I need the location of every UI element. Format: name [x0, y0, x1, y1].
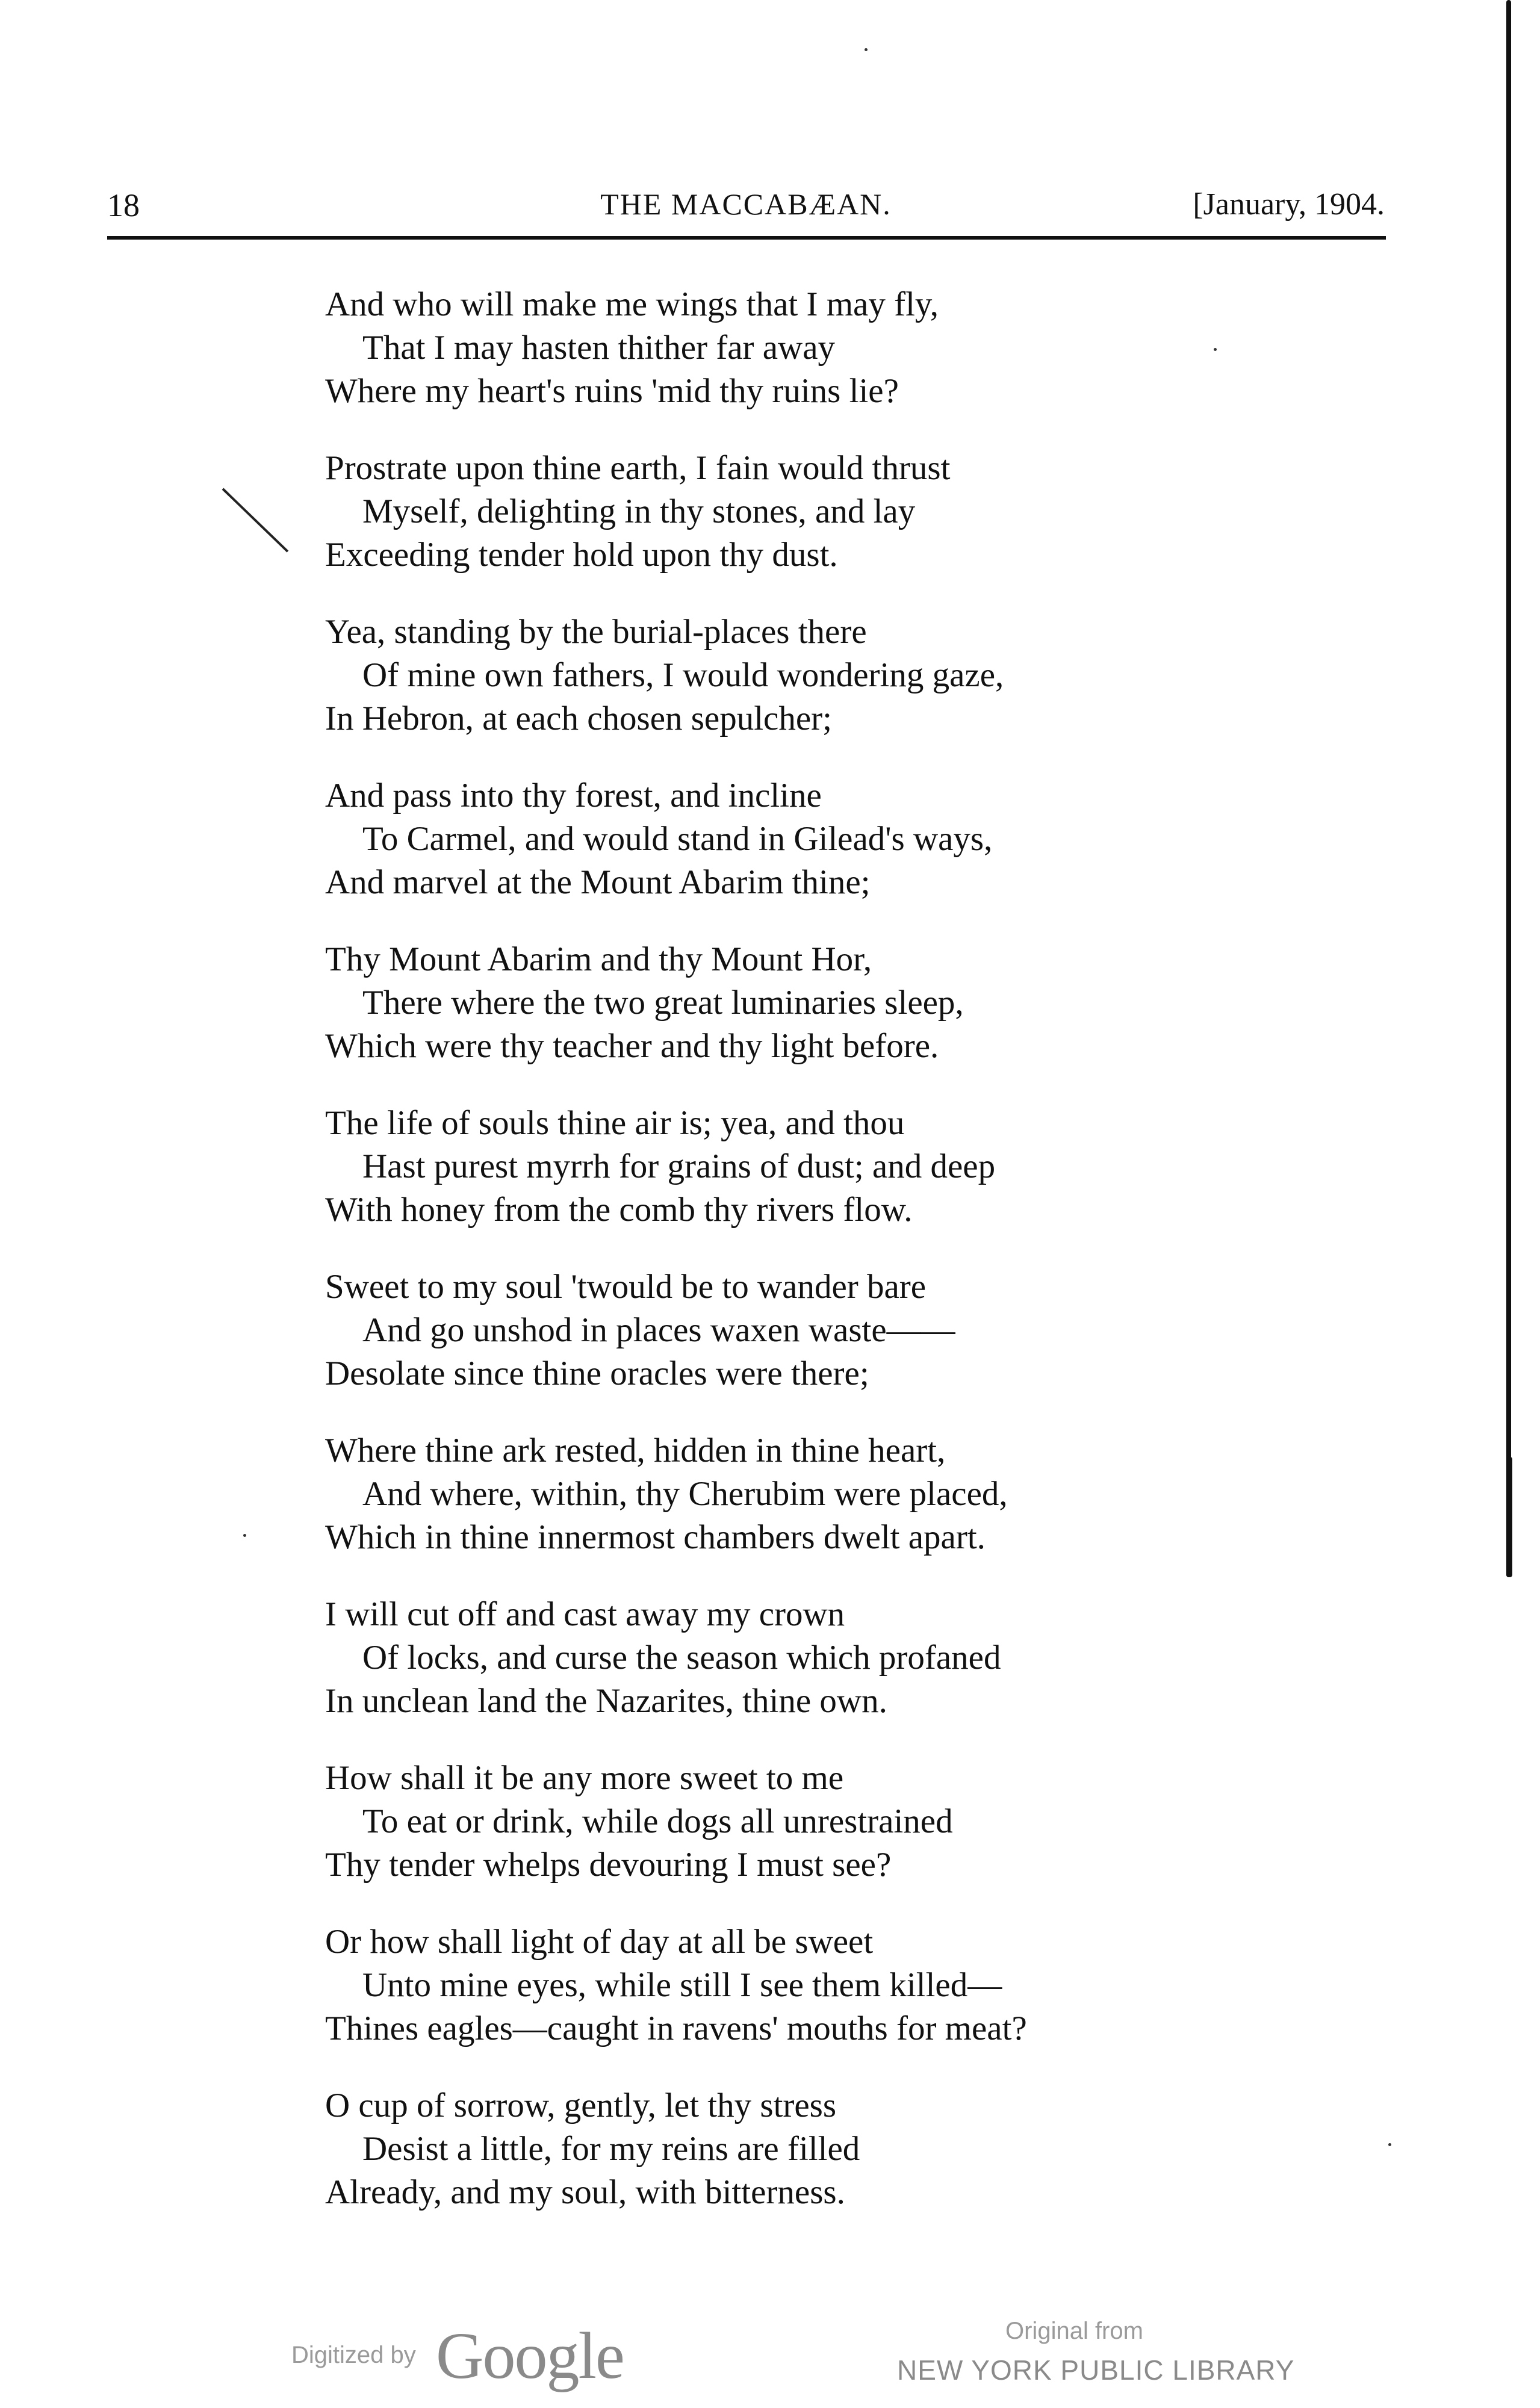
poem-line: Hast purest myrrh for grains of dust; and deep	[362, 1147, 996, 1185]
poem-line: Desolate since thine oracles were there;	[325, 1354, 869, 1392]
page-edge-shadow	[1506, 0, 1511, 1577]
stanza	[325, 1920, 1228, 2050]
poem-line: Or how shall light of day at all be sweet	[325, 1923, 874, 1961]
stanza	[325, 2084, 1228, 2214]
poem-line: How shall it be any more sweet to me	[325, 1759, 844, 1797]
poem-line: I will cut off and cast away my crown	[325, 1595, 845, 1633]
scan-speck	[243, 1534, 246, 1537]
stanza	[325, 1102, 1228, 1232]
scan-speck	[1388, 2143, 1391, 2146]
poem-line: To eat or drink, while dogs all unrestrained	[362, 1802, 953, 1840]
digitization-footer	[0, 2306, 1540, 2408]
stanza	[325, 1265, 1228, 1395]
poem-line: Thines eagles—caught in ravens' mouths for meat?	[325, 2009, 1027, 2047]
library-name: NEW YORK PUBLIC LIBRARY	[897, 2354, 1295, 2386]
poem-line: Sweet to my soul 'twould be to wander bare	[325, 1268, 927, 1306]
issue-date: [January, 1904.	[1193, 187, 1385, 222]
poem-line: Of locks, and curse the season which profaned	[362, 1639, 1001, 1677]
poem-line: And where, within, thy Cherubim were placed,	[362, 1475, 1008, 1513]
poem-line: Exceeding tender hold upon thy dust.	[325, 536, 838, 574]
poem-line: Which in thine innermost chambers dwelt apart.	[325, 1518, 986, 1556]
digitized-by-label: Digitized by	[291, 2342, 416, 2368]
poem-line: Of mine own fathers, I would wondering gaze,	[362, 656, 1004, 694]
stanza	[325, 938, 1228, 1068]
header-rule	[107, 236, 1386, 240]
running-header	[107, 187, 1385, 235]
scan-speck	[865, 48, 868, 51]
stanza	[325, 447, 1228, 577]
poem-line: That I may hasten thither far away	[362, 329, 836, 367]
poem-line: Which were thy teacher and thy light before.	[325, 1027, 939, 1065]
poem-body	[325, 283, 1228, 2248]
poem-line: Thy Mount Abarim and thy Mount Hor,	[325, 940, 872, 978]
poem-line: And go unshod in places waxen waste——	[362, 1311, 955, 1349]
poem-line: And marvel at the Mount Abarim thine;	[325, 863, 871, 901]
poem-line: And pass into thy forest, and incline	[325, 777, 822, 815]
margin-pencil-mark	[222, 488, 289, 553]
poem-line: Yea, standing by the burial-places there	[325, 613, 867, 651]
poem-line: In unclean land the Nazarites, thine own.	[325, 1682, 887, 1720]
journal-title: THE MACCABÆAN.	[600, 187, 892, 221]
poem-line: There where the two great luminaries sleep,	[362, 984, 964, 1022]
stanza	[325, 1593, 1228, 1723]
poem-line: With honey from the comb thy rivers flow.	[325, 1191, 913, 1229]
poem-line: Where my heart's ruins 'mid thy ruins lie?	[325, 372, 899, 410]
poem-line: Myself, delighting in thy stones, and lay	[362, 492, 916, 530]
poem-line: Where thine ark rested, hidden in thine heart,	[325, 1432, 946, 1469]
original-from-label: Original from	[1005, 2318, 1143, 2344]
poem-line: Prostrate upon thine earth, I fain would thrust	[325, 449, 951, 487]
poem-line: Already, and my soul, with bitterness.	[325, 2173, 845, 2211]
poem-line: And who will make me wings that I may fly,	[325, 285, 939, 323]
stanza	[325, 774, 1228, 904]
page-edge-shadow-lower	[1506, 1457, 1512, 1577]
stanza	[325, 1429, 1228, 1559]
poem-line: Unto mine eyes, while still I see them killed—	[362, 1966, 1002, 2004]
stanza	[325, 283, 1228, 413]
poem-line: To Carmel, and would stand in Gilead's ways,	[362, 820, 993, 858]
page-number: 18	[107, 187, 140, 223]
poem-line: O cup of sorrow, gently, let thy stress	[325, 2087, 837, 2124]
google-logo: Google	[436, 2319, 624, 2392]
poem-line: Desist a little, for my reins are filled	[362, 2130, 860, 2168]
poem-line: The life of souls thine air is; yea, and thou	[325, 1104, 905, 1142]
poem-line: In Hebron, at each chosen sepulcher;	[325, 700, 832, 737]
stanza	[325, 610, 1228, 740]
poem-line: Thy tender whelps devouring I must see?	[325, 1846, 892, 1884]
stanza	[325, 1757, 1228, 1887]
